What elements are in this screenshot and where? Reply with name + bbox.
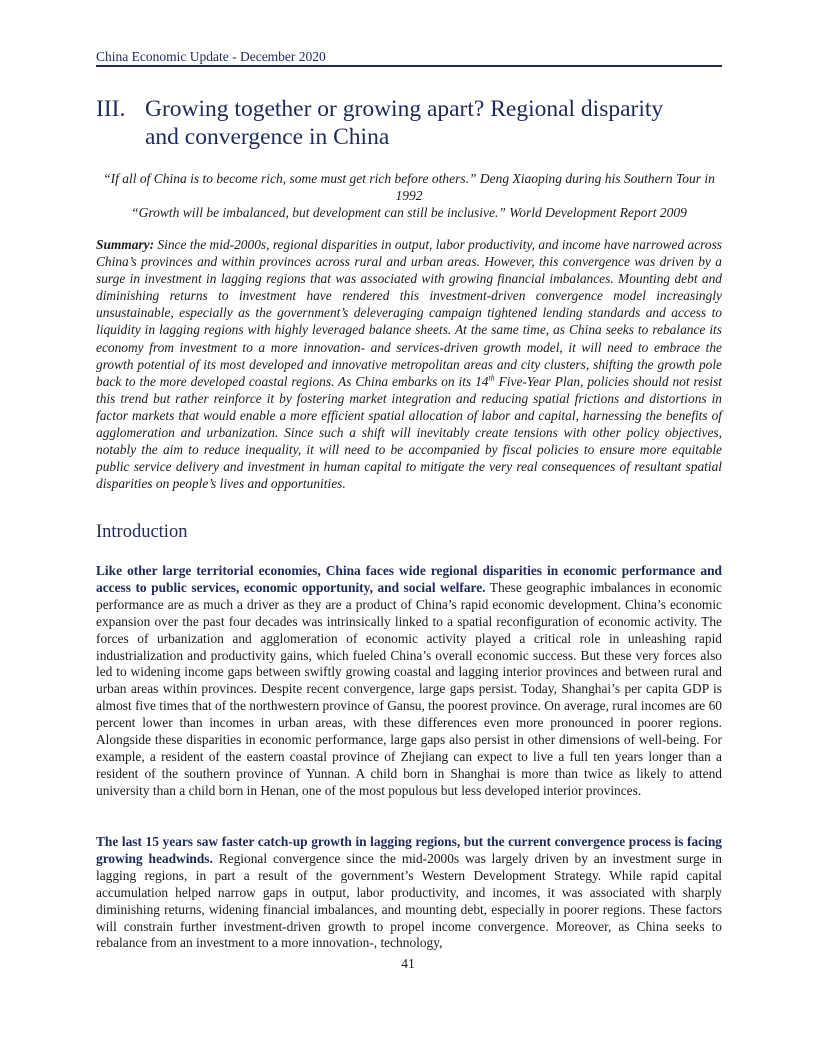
- summary-text-part1: Since the mid-2000s, regional disparities in output, labor productivity, and income have narrowed across China’s provinces and within provinces across rural and urban areas. However, this convergence was driven by a surge in investment in lagging regions that was associated with growing financial imbalances. Mounting debt and diminishing returns to investment have rendered this investment-driven convergence model increasingly unsustainable, especially as the government’s deleveraging campaign tightened lending standards and access to liquidity in lagging regions with highly leveraged balance sheets. At the same time, as China seeks to rebalance its economy from investment to a more innovation- and services-driven growth model, it will need to embrace the growth potential of its most developed and innovative metropolitan areas and city clusters, shifting the growth pole back to the more developed coastal regions. As China embarks on its 14: [96, 237, 722, 389]
- intro-paragraph-2-lead: The last 15 years saw faster catch-up growth in lagging regions, but the current convergence process is facing growing headwinds.: [96, 834, 722, 866]
- summary-box: [96, 236, 722, 492]
- chapter-title-line2: and convergence in China: [145, 124, 390, 150]
- intro-paragraph-1-body: These geographic imbalances in economic performance are as much a driver as they are a product of China’s rapid economic development. China’s economic expansion over the past four decades was intrinsically linked to a spatial reconfiguration of economic activity. The forces of urbanization and agglomeration of economic activity played a critical role in unleashing rapid industrialization and productivity gains, which fueled China’s overall economic success. But these very forces also led to widening income gaps between swiftly growing coastal and lagging interior provinces and between rural and urban areas within provinces. Despite recent convergence, large gaps persist. Today, Shanghai’s per capita GDP is almost five times that of the northwestern province of Gansu, the poorest province. On average, rural incomes are 60 percent lower than incomes in urban areas, with these differences even more pronounced in poorer regions. Alongside these disparities in economic performance, large gaps also persist in other dimensions of well-being. For example, a resident of the eastern coastal province of Zhejiang can expect to live a full ten years longer than a resident of the southern province of Yunnan. A child born in Shanghai is more than twice as likely to attend university than a child born in Henan, one of the most populous but less developed interior provinces.: [96, 579, 722, 798]
- intro-paragraph-2-body: Regional convergence since the mid-2000s was largely driven by an investment surge in lagging regions, in part a result of the government’s Western Development Strategy. While rapid capital accumulation helped narrow gaps in output, labor productivity, and incomes, it was associated with sharply diminishing returns, widening financial imbalances, and mounting debt, especially in poorer regions. These factors will constrain further investment-driven growth to propel income convergence. Moreover, as China seeks to rebalance from an investment to a more innovation-, technology,: [96, 850, 722, 951]
- summary-text-part2: Five-Year Plan, policies should not resist this trend but rather reinforce it by fostering market integration and reducing spatial frictions and distortions in factor markets that would enable a more efficient spatial allocation of labor and capital, harnessing the benefits of agglomeration and urbanization. Since such a shift will inevitably create tensions with other policy objectives, notably the aim to reduce inequality, it will need to be accompanied by fiscal policies to ensure more equitable public service delivery and investment in human capital to mitigate the very real consequences of resultant spatial disparities on people’s lives and opportunities.: [96, 373, 723, 492]
- page-number: 41: [401, 956, 415, 971]
- chapter-title-line1: Growing together or growing apart? Regional disparity: [145, 96, 664, 122]
- intro-paragraph-1-lead: Like other large territorial economies, China faces wide regional disparities in economic performance and access to public services, economic opportunity, and social welfare.: [96, 563, 722, 595]
- chapter-title: [96, 95, 736, 151]
- header-rule: [96, 65, 722, 67]
- section-heading-introduction: Introduction: [96, 522, 188, 542]
- epigraphs: [96, 170, 722, 221]
- intro-paragraph-2: [96, 834, 722, 952]
- epigraph-wdr: “Growth will be imbalanced, but development can still be inclusive.” World Development Report 2009: [131, 205, 687, 220]
- intro-paragraph-1: [96, 563, 722, 800]
- epigraph-deng: “If all of China is to become rich, some must get rich before others.” Deng Xiaoping during his Southern Tour in 1992: [103, 171, 715, 203]
- summary-label: Summary:: [96, 237, 155, 252]
- running-header: China Economic Update - December 2020: [96, 49, 326, 64]
- summary-superscript: th: [488, 373, 495, 383]
- chapter-number: III.: [96, 96, 126, 122]
